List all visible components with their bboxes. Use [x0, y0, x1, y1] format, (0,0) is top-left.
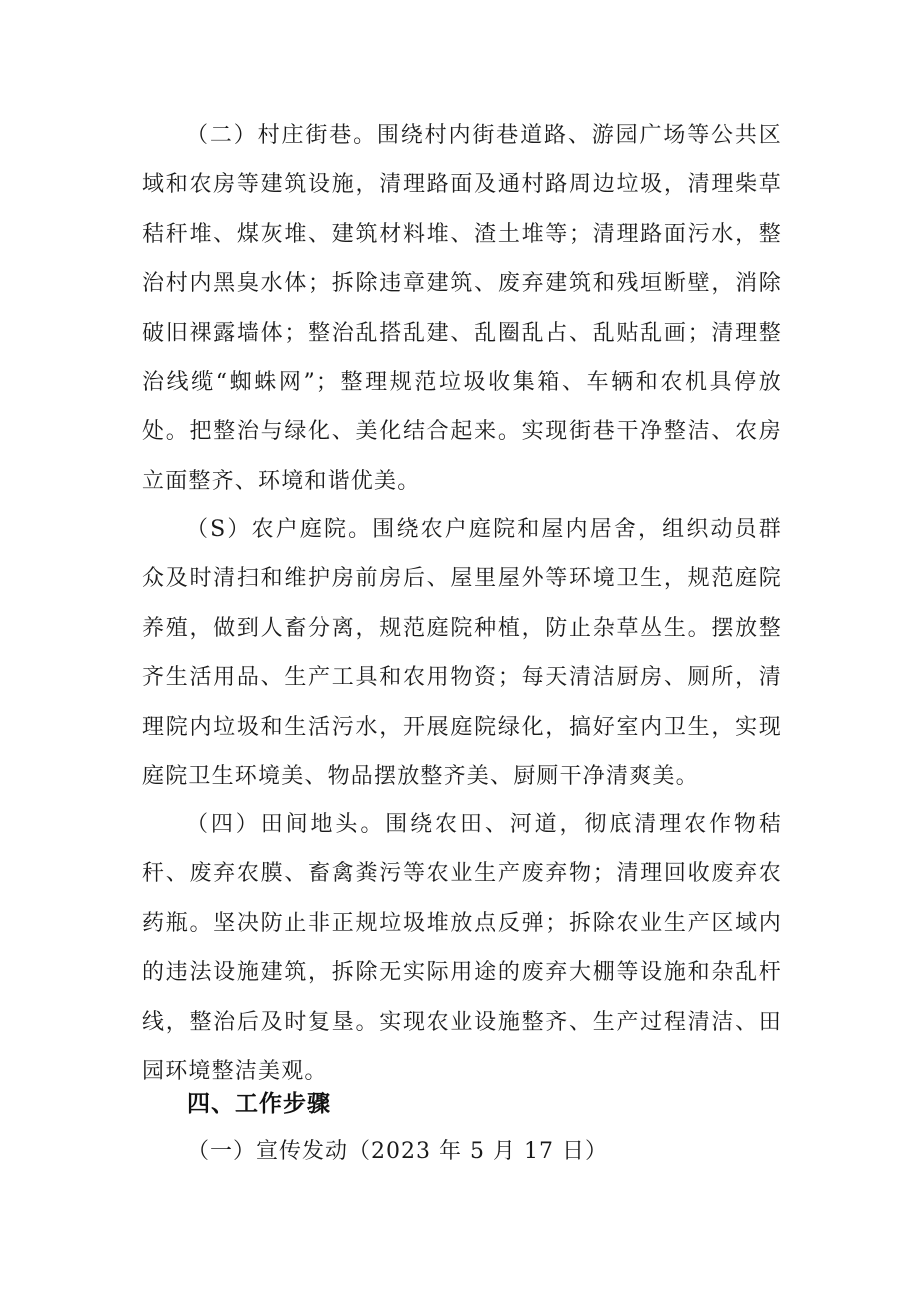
subsection-heading: （一）宣传发动（2023 年 5 月 17 日）	[187, 1139, 608, 1164]
section-heading: 四、工作步骤	[187, 1091, 331, 1117]
paragraph-village-streets: （二）村庄街巷。围绕村内街巷道路、游园广场等公共区域和农房等建筑设施，清理路面及通村路周边垃圾，清理柴草秸秆堆、煤灰堆、建筑材料堆、渣土堆等；清理路面污水，整治村内黑臭水体；拆除违章建筑、废弃建筑和残垣断壁，消除破旧裸露墙体；整治乱搭乱建、乱圈乱占、乱贴乱画；清理整治线缆“蜘蛛网”；整理规范垃圾收集箱、车辆和农机具停放处。把整治与绿化、美化结合起来。实现街巷干净整洁、农房立面整齐、环境和谐优美。	[142, 123, 782, 494]
paragraph-farm-courtyards: （S）农户庭院。围绕农户庭院和屋内居舍，组织动员群众及时清扫和维护房前房后、屋里屋外等环境卫生，规范庭院养殖，做到人畜分离，规范庭院种植，防止杂草丛生。摆放整齐生活用品、生产工具和农用物资；每天清洁厨房、厕所，清理院内垃圾和生活污水，开展庭院绿化，搞好室内卫生，实现庭院卫生环境美、物品摆放整齐美、厨厕干净清爽美。	[142, 517, 782, 790]
paragraph-fields: （四）田间地头。围绕农田、河道，彻底清理农作物秸秆、废弃农膜、畜禽粪污等农业生产废弃物；清理回收废弃农药瓶。坚决防止非正规垃圾堆放点反弹；拆除农业生产区域内的违法设施建筑，拆除无实际用途的废弃大棚等设施和杂乱杆线，整治后及时复垦。实现农业设施整齐、生产过程清洁、田园环境整洁美观。	[142, 812, 782, 1085]
